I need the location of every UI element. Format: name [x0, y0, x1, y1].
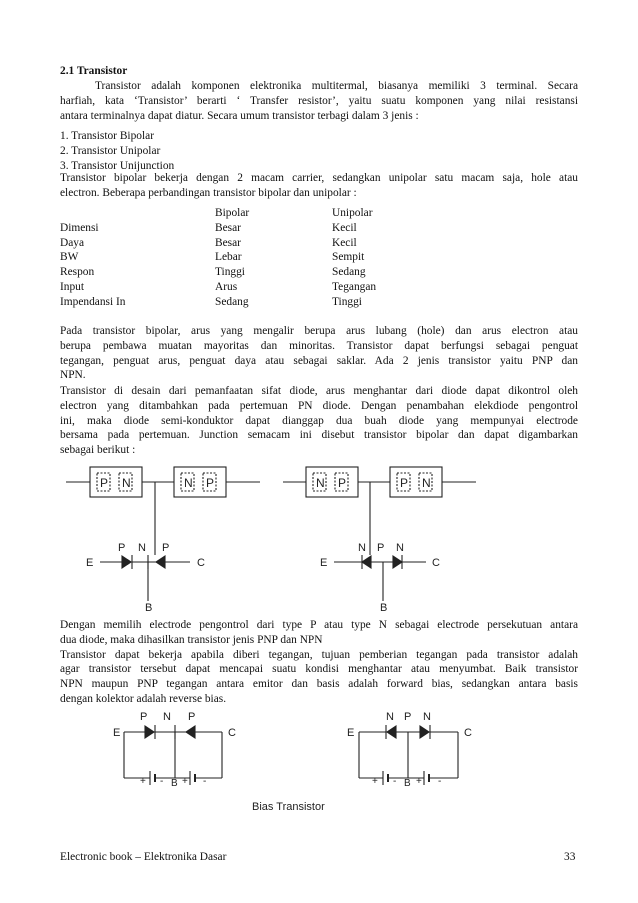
paragraph-line: dua diode, maka dihasilkan transistor jenis PNP dan NPN	[60, 633, 323, 646]
paragraph-line: Pada transistor bipolar, arus yang mengalir berupa arus lubang (hole) dan arus electron atau	[60, 325, 578, 337]
table-cell: Respon	[60, 266, 95, 279]
design-paragraph	[60, 384, 578, 458]
paragraph-line: dengan kolektor adalah reverse bias.	[60, 692, 227, 705]
block-label: N	[184, 476, 193, 490]
layer-label: P	[162, 542, 170, 554]
bipolar-paragraph	[60, 324, 578, 383]
block-label: P	[400, 476, 409, 490]
bias-sign: +	[182, 776, 188, 787]
base-label: B	[380, 602, 388, 614]
paragraph-line: ini, maka diode semi-konduktor dapat dianggap dua buah diode yang mempunyai electrode	[60, 414, 578, 427]
section-title: 2.1 Transistor	[60, 65, 128, 77]
intro-line: Transistor adalah komponen elektronika multitermal, biasanya memiliki 3 terminal. Secara	[95, 80, 578, 92]
table-cell: Sempit	[332, 251, 365, 264]
paragraph-line: electron yang ditambahkan pada pertemuan PN diode. Dengan penambahan elekdiode pengontrol	[60, 399, 578, 412]
electrode-paragraph	[60, 618, 578, 707]
block-label: P	[206, 476, 215, 490]
intro-paragraph	[60, 79, 578, 123]
table-cell: Input	[60, 280, 85, 293]
list-item: 3. Transistor Unijunction	[60, 159, 175, 172]
carrier-paragraph	[60, 171, 578, 201]
table-cell: Impendansi In	[60, 295, 126, 308]
paragraph-line: sebagai berikut :	[60, 444, 136, 457]
block-label: N	[316, 476, 325, 490]
transistor-types-list	[60, 129, 578, 173]
paragraph-line: electron. Beberapa perbandingan transistor bipolar dan unipolar :	[60, 186, 357, 199]
table-header-cell: Unipolar	[332, 207, 373, 219]
table-cell: Tegangan	[332, 280, 377, 293]
layer-label: N	[386, 711, 394, 723]
bias-figure	[0, 708, 638, 818]
bias-sign: B	[171, 778, 178, 789]
table-header-row	[60, 206, 452, 221]
block-label: N	[122, 476, 131, 490]
pnp-diode-symbol	[86, 542, 205, 614]
table-header-cell: Bipolar	[215, 207, 250, 219]
figure-caption: Bias Transistor	[252, 801, 325, 813]
list-item: 2. Transistor Unipolar	[60, 144, 161, 157]
table-header-cell	[60, 206, 215, 221]
table-row	[60, 221, 452, 236]
emitter-label: E	[320, 557, 328, 569]
paragraph-line: Transistor bipolar bekerja dengan 2 macam carrier, sedangkan unipolar satu macam saja, hole atau	[60, 172, 578, 184]
block-label: P	[338, 476, 347, 490]
bias-sign: B	[404, 778, 411, 789]
layer-label: P	[188, 711, 196, 723]
table-cell: Tinggi	[215, 266, 245, 279]
table-cell: Kecil	[332, 221, 357, 234]
collector-label: C	[228, 727, 236, 739]
paragraph-line: Transistor di desain dari pemanfaatan sifat diode, arus menghantar dari diode dapat dikontrol oleh	[60, 385, 578, 397]
bias-sign: +	[372, 776, 378, 787]
paragraph-line: Dengan memilih electrode pengontrol dari type P atau type N sebagai electrode persekutuan antara	[60, 619, 578, 631]
table-cell: Sedang	[215, 295, 249, 308]
table-cell: BW	[60, 251, 79, 264]
table-cell: Besar	[215, 236, 241, 249]
layer-label: P	[377, 542, 385, 554]
bias-sign: +	[140, 776, 146, 787]
collector-label: C	[432, 557, 440, 569]
layer-label: N	[163, 711, 171, 723]
paragraph-line: NPN.	[60, 369, 86, 382]
table-cell: Sedang	[332, 266, 366, 279]
layer-label: P	[118, 542, 126, 554]
bias-sign: -	[160, 776, 164, 787]
table-cell: Dimensi	[60, 221, 99, 234]
bias-sign: +	[416, 776, 422, 787]
list-item: 1. Transistor Bipolar	[60, 130, 154, 142]
intro-line: antara terminalnya dapat diatur. Secara umum transistor terbagi dalam 3 jenis :	[60, 109, 419, 122]
paragraph-line: agar transistor tersebut dapat mencapai suatu kondisi menghantar atau menyumbat. Baik transistor	[60, 663, 578, 676]
paragraph-line: berupa pembawa muatan mayoritas dan minoritas. Transistor dapat berfungsi sebagai penguat	[60, 339, 578, 352]
layer-label: N	[358, 542, 366, 554]
collector-label: C	[464, 727, 472, 739]
npn-diode-symbol	[320, 542, 440, 614]
table-cell: Besar	[215, 221, 241, 234]
emitter-label: E	[347, 727, 355, 739]
intro-line: harfiah, kata ‘Transistor’ berarti ‘ Transfer resistor’, yaitu suatu komponen yang nilai resistansi	[60, 94, 578, 107]
layer-label: P	[404, 711, 412, 723]
table-row	[60, 250, 452, 265]
layer-label: N	[396, 542, 404, 554]
table-row	[60, 265, 452, 280]
collector-label: C	[197, 557, 205, 569]
bias-sign: -	[438, 776, 442, 787]
table-row	[60, 236, 452, 251]
bias-sign: -	[203, 776, 207, 787]
emitter-label: E	[86, 557, 94, 569]
comparison-table	[60, 206, 452, 310]
paragraph-line: Transistor dapat bekerja apabila diberi tegangan, tujuan pemberian tegangan pada transistor adalah	[60, 648, 578, 661]
table-row	[60, 295, 452, 310]
footer-book-title: Electronic book – Elektronika Dasar	[60, 851, 227, 863]
paragraph-line: bersama pada pertemuan. Junction semacam ini disebut transistor bipolar dan dapat digambarkan	[60, 429, 578, 442]
table-cell: Arus	[215, 280, 238, 293]
emitter-label: E	[113, 727, 121, 739]
table-cell: Daya	[60, 236, 85, 249]
table-row	[60, 280, 452, 295]
junction-figure	[0, 455, 638, 615]
base-label: B	[145, 602, 153, 614]
layer-label: P	[140, 711, 148, 723]
table-cell: Kecil	[332, 236, 357, 249]
paragraph-line: tegangan, penguat arus, penguat daya atau sebagai saklar. Ada 2 jenis transistor yaitu PNP dan	[60, 354, 578, 367]
layer-label: N	[138, 542, 146, 554]
paragraph-line: NPN maupun PNP tegangan antara emitor dan basis adalah forward bias, sedangkan antara basis	[60, 678, 578, 691]
block-label: P	[100, 476, 109, 490]
bias-sign: -	[393, 776, 397, 787]
pnp-bias-circuit	[113, 711, 236, 789]
page-number: 33	[564, 851, 576, 863]
npn-bias-circuit	[347, 711, 472, 789]
table-cell: Tinggi	[332, 295, 362, 308]
layer-label: N	[423, 711, 431, 723]
table-cell: Lebar	[215, 251, 242, 264]
block-label: N	[422, 476, 431, 490]
